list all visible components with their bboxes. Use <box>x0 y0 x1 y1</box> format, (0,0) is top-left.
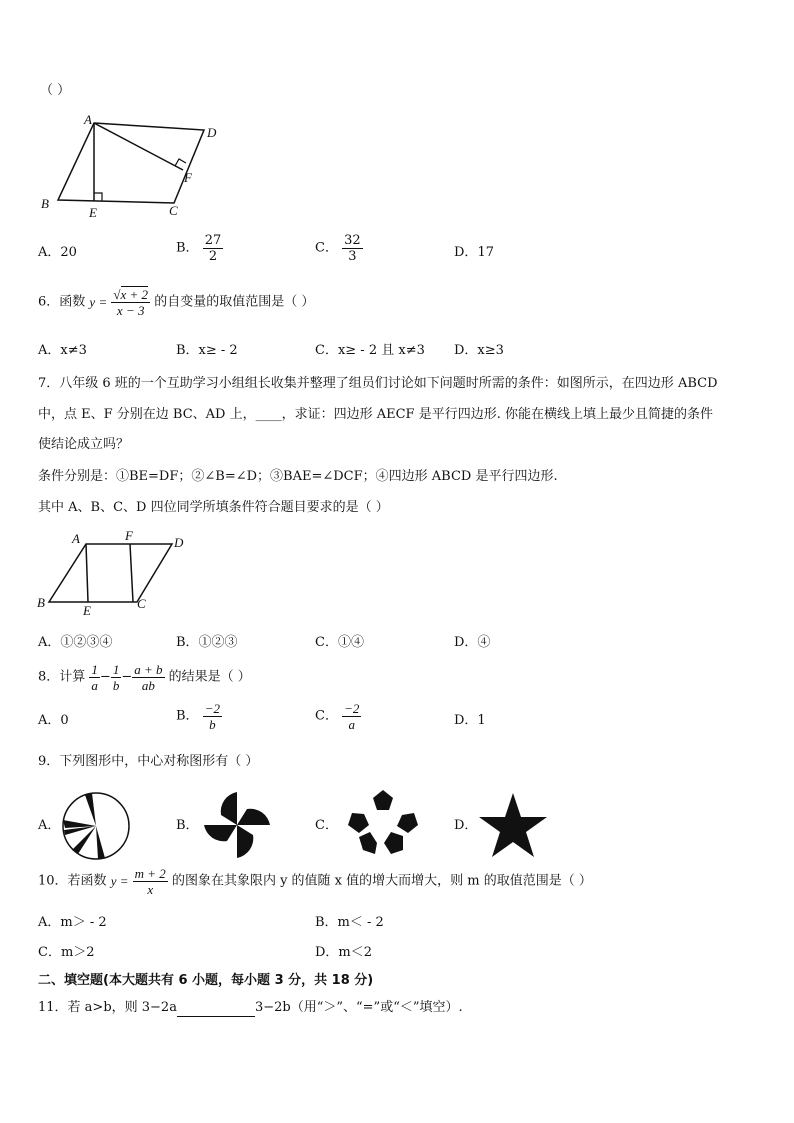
q7-stem-line2: 中，点 E、F 分别在边 BC、AD 上，____，求证：四边形 AECF 是平行四边形. 你能在横线上填上最少且简捷的条件 <box>38 407 713 422</box>
q7-label-C: C <box>137 596 146 611</box>
q5-answer-paren: （ ） <box>40 83 71 98</box>
q7-option-a[interactable]: A．①②③④ <box>38 635 113 650</box>
q9-stem: 9．下列图形中，中心对称图形有（ ） <box>38 754 259 769</box>
q7-label-A: A <box>72 531 80 546</box>
q7-label-D: D <box>174 535 184 550</box>
q5-parallelogram-figure <box>36 114 226 224</box>
q8-option-a[interactable]: A．0 <box>38 713 69 728</box>
q7-parallelogram-figure <box>34 527 194 619</box>
q6-stem: 6．函数 y = $\frac{√x + 2}{x - 3}$ 的自变量的取值范围是（ ） <box>38 287 315 318</box>
q9-option-b-label[interactable]: B． <box>176 818 199 833</box>
q5-label-E: E <box>89 205 97 220</box>
q9-option-b-pinwheel-icon[interactable] <box>200 788 274 862</box>
q5-label-C: C <box>169 203 178 218</box>
q8-stem: 8．计算 $\frac{1}{a}$ − $\frac{1}{b}$ − $\frac{a + b}{ab}$ 的结果是（ ） <box>38 662 251 693</box>
q10-option-b[interactable]: B．m＜ - 2 <box>315 915 384 930</box>
q8-option-d[interactable]: D．1 <box>454 713 486 728</box>
q5-label-B: B <box>41 196 49 211</box>
q7-label-E: E <box>83 603 91 618</box>
q7-option-d[interactable]: D．④ <box>454 635 491 650</box>
q9-option-a-label[interactable]: A． <box>38 818 61 833</box>
section-heading-fill-in: 二、填空题(本大题共有 6 小题，每小题 3 分，共 18 分) <box>38 973 374 988</box>
q7-label-F: F <box>125 528 133 543</box>
q5-option-a[interactable]: A．20 <box>38 245 77 260</box>
q5-label-F: F <box>184 170 192 185</box>
q7-stem-line1: 7．八年级 6 班的一个互助学习小组组长收集并整理了组员们讨论如下问题时所需的条件：如图所示，在四边形 ABCD <box>38 376 718 391</box>
q5-option-b[interactable]: B． $\frac{27}{2}$ <box>176 233 222 264</box>
q11-answer-blank[interactable] <box>177 1000 255 1017</box>
q6-option-d[interactable]: D．x≥3 <box>454 343 504 358</box>
q9-option-a-circle-icon[interactable] <box>60 790 132 862</box>
q10-option-c[interactable]: C．m＞2 <box>38 945 95 960</box>
q9-option-c-pentagon-ring-icon[interactable] <box>346 788 420 858</box>
q6-option-a[interactable]: A．x≠3 <box>38 343 87 358</box>
q11-stem: 11．若 a>b，则 3−2a 3−2b（用“＞”、“=”或“＜”填空）. <box>38 1000 463 1015</box>
q5-label-A: A <box>84 114 92 127</box>
q6-option-b[interactable]: B．x≥ - 2 <box>176 343 238 358</box>
q9-option-d-label[interactable]: D． <box>454 818 478 833</box>
q7-question: 其中 A、B、C、D 四位同学所填条件符合题目要求的是（ ） <box>38 500 389 515</box>
q6-option-c[interactable]: C．x≥ - 2 且 x≠3 <box>315 343 425 358</box>
q5-option-d[interactable]: D．17 <box>454 245 494 260</box>
q5-label-D: D <box>207 125 217 140</box>
q7-stem-line3: 使结论成立吗？ <box>38 437 130 452</box>
q5-option-c[interactable]: C． $\frac{32}{3}$ <box>315 233 361 264</box>
q10-stem: 10．若函数 y = $\frac{m + 2}{x}$ 的图象在其象限内 y 的值随 x 值的增大而增大，则 m 的取值范围是（ ） <box>38 866 592 897</box>
q10-option-a[interactable]: A．m＞ - 2 <box>38 915 107 930</box>
q8-option-b[interactable]: B． $\frac{-2}{b}$ <box>176 701 220 732</box>
q9-option-c-label[interactable]: C． <box>315 818 338 833</box>
q10-option-d[interactable]: D．m＜2 <box>315 945 373 960</box>
q7-label-B: B <box>37 595 45 610</box>
q7-conditions: 条件分别是：①BE=DF；②∠B=∠D；③BAE=∠DCF；④四边形 ABCD 是平行四边形. <box>38 469 558 484</box>
q8-option-c[interactable]: C． $\frac{-2}{a}$ <box>315 701 360 732</box>
q7-option-b[interactable]: B．①②③ <box>176 635 238 650</box>
q9-option-d-star-icon[interactable] <box>476 790 550 860</box>
q7-option-c[interactable]: C．①④ <box>315 635 364 650</box>
